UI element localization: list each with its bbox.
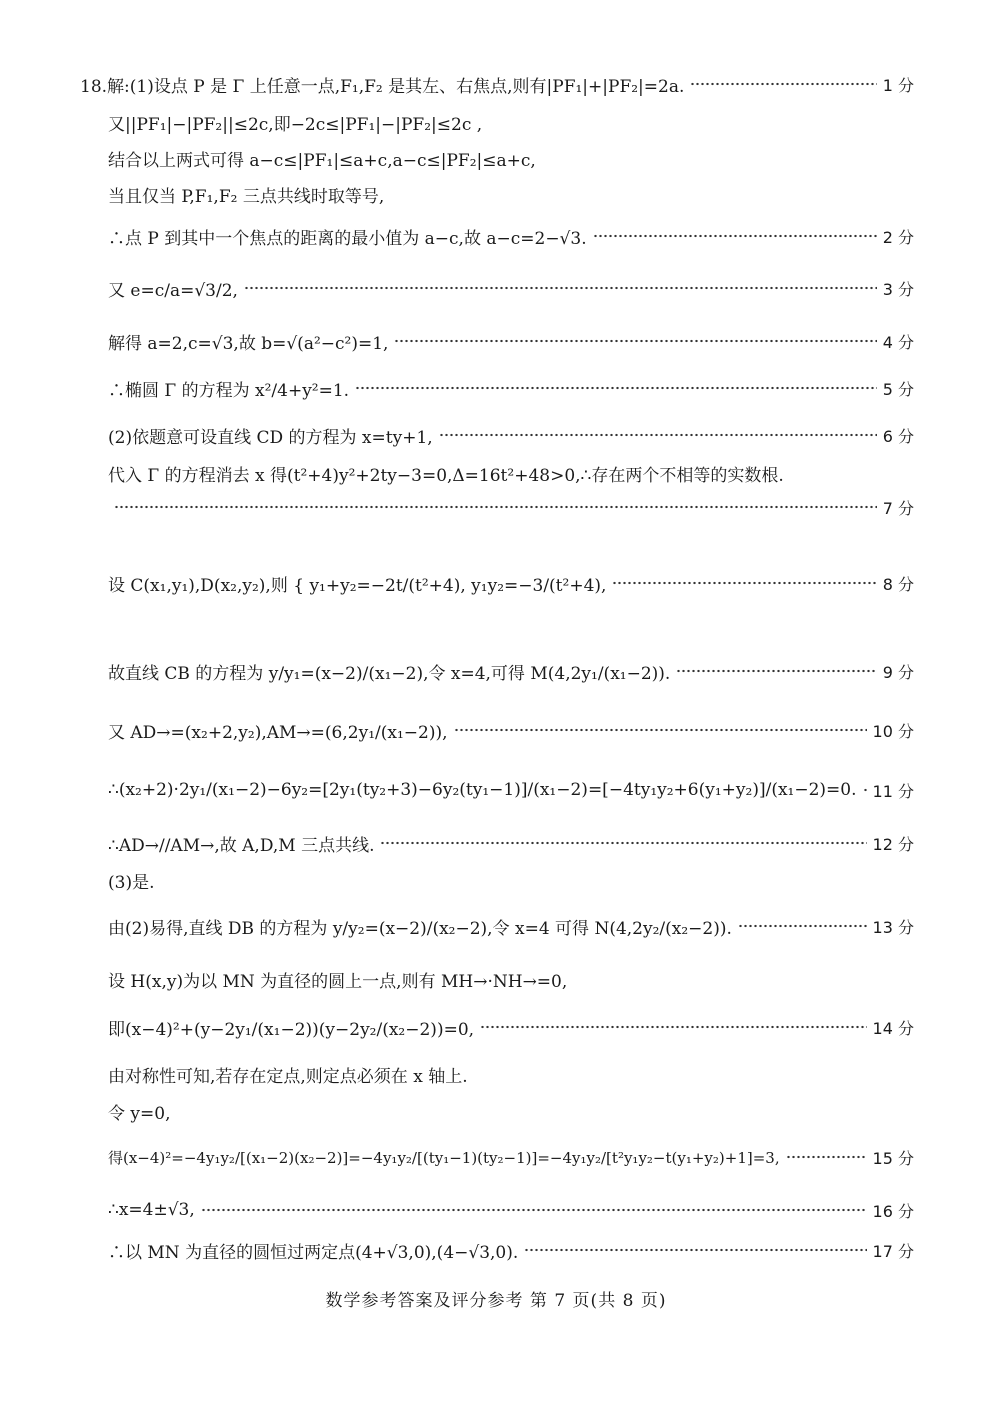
solution-line <box>108 1093 914 1129</box>
solution-line <box>108 323 914 359</box>
line-text: 由(2)易得,直线 DB 的方程为 y/y₂=(x−2)/(x₂−2),令 x=4 可得 N(4,2y₂/(x₂−2)). <box>108 918 732 939</box>
score-label: 11 分 <box>872 781 914 801</box>
solution-line <box>108 908 914 944</box>
dot-leader <box>439 433 877 437</box>
solution-line <box>108 772 914 808</box>
dot-leader <box>114 505 877 509</box>
line-text: (3)是. <box>108 872 155 893</box>
line-text: 结合以上两式可得 a−c≤|PF₁|≤a+c,a−c≤|PF₂|≤a+c, <box>108 150 536 171</box>
line-text: ∴AD→//AM→,故 A,D,M 三点共线. <box>108 835 375 856</box>
score-label: 15 分 <box>872 1148 914 1168</box>
solution-line <box>108 565 914 601</box>
solution-line <box>108 712 914 748</box>
solution-line <box>108 653 914 689</box>
line-text: ∴(x₂+2)·2y₁/(x₁−2)−6y₂=[2y₁(ty₂+3)−6y₂(ty₁−1)]/(x₁−2)=[−4ty₁y₂+6(y₁+y₂)]/(x₁−2)=0. <box>108 780 857 800</box>
line-text: 又 e=c/a=√3/2, <box>108 280 238 301</box>
solution-line <box>108 218 914 254</box>
dot-leader <box>380 841 866 845</box>
score-label: 12 分 <box>872 834 914 854</box>
dot-leader <box>480 1025 867 1029</box>
score-label: 10 分 <box>872 721 914 741</box>
solution-line <box>108 1232 914 1268</box>
dot-leader <box>394 339 876 343</box>
score-label: 2 分 <box>882 227 914 247</box>
solution-line <box>108 961 914 997</box>
dot-leader <box>244 286 877 290</box>
dot-leader <box>690 82 876 86</box>
score-label: 4 分 <box>882 332 914 352</box>
dot-leader <box>201 1208 867 1212</box>
solution-line <box>108 140 914 176</box>
solution-line <box>108 825 914 861</box>
score-label: 8 分 <box>882 574 914 594</box>
dot-leader <box>355 386 877 390</box>
dot-leader <box>612 581 876 585</box>
dot-leader <box>786 1155 867 1159</box>
score-label: 5 分 <box>882 379 914 399</box>
solution-line <box>80 66 914 102</box>
line-text: 代入 Γ 的方程消去 x 得(t²+4)y²+2ty−3=0,Δ=16t²+48>0,∴存在两个不相等的实数根. <box>108 465 784 486</box>
line-text: 又||PF₁|−|PF₂||≤2c,即−2c≤|PF₁|−|PF₂|≤2c , <box>108 114 483 135</box>
dot-leader <box>738 924 867 928</box>
line-text: 令 y=0, <box>108 1103 171 1124</box>
solution-line <box>108 270 914 306</box>
solution-line <box>108 455 914 491</box>
dot-leader <box>524 1248 866 1252</box>
page-footer: 数学参考答案及评分参考 第 7 页(共 8 页) <box>325 1291 667 1311</box>
dot-leader <box>454 728 867 732</box>
solution-line <box>108 1056 914 1092</box>
solution-line <box>108 104 914 140</box>
solution-line <box>108 417 914 453</box>
score-label: 6 分 <box>882 426 914 446</box>
line-text: 得(x−4)²=−4y₁y₂/[(x₁−2)(x₂−2)]=−4y₁y₂/[(ty₁−1)(ty₂−1)]=−4y₁y₂/[t²y₁y₂−t(y₁+y₂)+1]=3, <box>108 1148 780 1167</box>
line-text: 设 H(x,y)为以 MN 为直径的圆上一点,则有 MH→·NH→=0, <box>108 971 568 992</box>
line-text: 18.解:(1)设点 P 是 Γ 上任意一点,F₁,F₂ 是其左、右焦点,则有|PF₁|+|PF₂|=2a. <box>80 76 685 97</box>
line-text: (2)依题意可设直线 CD 的方程为 x=ty+1, <box>108 427 433 448</box>
score-label: 7 分 <box>882 498 914 518</box>
solution-line <box>108 370 914 406</box>
solution-line <box>108 489 914 525</box>
score-label: 13 分 <box>872 917 914 937</box>
line-text: 设 C(x₁,y₁),D(x₂,y₂),则 { y₁+y₂=−2t/(t²+4), y₁y₂=−3/(t²+4), <box>108 575 607 596</box>
dot-leader <box>676 669 876 673</box>
line-text: ∴x=4±√3, <box>108 1200 195 1220</box>
dot-leader <box>863 788 867 792</box>
score-label: 3 分 <box>882 279 914 299</box>
line-text: 又 AD→=(x₂+2,y₂),AM→=(6,2y₁/(x₁−2)), <box>108 722 448 743</box>
score-label: 1 分 <box>882 75 914 95</box>
score-label: 9 分 <box>882 662 914 682</box>
solution-line <box>108 1009 914 1045</box>
line-text: 即(x−4)²+(y−2y₁/(x₁−2))(y−2y₂/(x₂−2))=0, <box>108 1019 475 1040</box>
dot-leader <box>593 234 877 238</box>
line-text: 解得 a=2,c=√3,故 b=√(a²−c²)=1, <box>108 333 389 354</box>
solution-line <box>108 1192 914 1228</box>
line-text: 当且仅当 P,F₁,F₂ 三点共线时取等号, <box>108 186 385 207</box>
solution-line <box>108 176 914 212</box>
score-label: 17 分 <box>872 1241 914 1261</box>
solution-line <box>108 1139 914 1175</box>
score-label: 16 分 <box>872 1201 914 1221</box>
line-text: 故直线 CB 的方程为 y/y₁=(x−2)/(x₁−2),令 x=4,可得 M(4,2y₁/(x₁−2)). <box>108 663 671 684</box>
line-text: ∴点 P 到其中一个焦点的距离的最小值为 a−c,故 a−c=2−√3. <box>108 228 587 249</box>
line-text: ∴以 MN 为直径的圆恒过两定点(4+√3,0),(4−√3,0). <box>108 1242 519 1263</box>
solution-line <box>108 862 914 898</box>
score-label: 14 分 <box>872 1018 914 1038</box>
line-text: 由对称性可知,若存在定点,则定点必须在 x 轴上. <box>108 1066 468 1087</box>
line-text: ∴椭圆 Γ 的方程为 x²/4+y²=1. <box>108 380 350 401</box>
